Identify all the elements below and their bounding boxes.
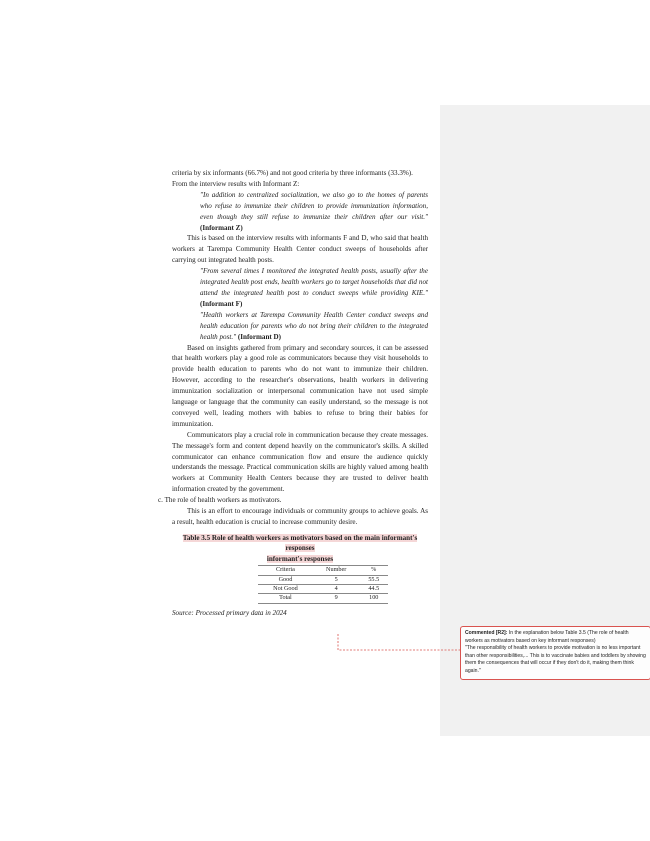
comment-text: "The responsibility of health workers to provide motivation is no less important than other responsibilities,... This is to vaccinate babies and toddlers by showing them the consequences that will occur if they don't do it, making them think again." [465,645,646,674]
quote-text: "Health workers at Tarempa Community Health Center conduct sweeps and health education for parents who do not bring their children to the integrated health post." [200,310,428,341]
table-cell: Not Good [258,585,313,594]
table-cell: 4 [313,585,360,594]
table-header-cell: Number [313,566,360,575]
table-caption-repeat: informant's responses [266,554,334,563]
comment-text: In the explanation below Table 3.5 (The role of health workers as motivators based on key informant responses) [465,630,629,644]
section-heading: c. The role of health workers as motivators. [158,496,282,505]
paragraph: Communicators play a crucial role in communication because they create messages. The message's form and content depend heavily on the communicator's skills. A skilled communicator can enhance communication flow and ensure the audience quickly understands the message. Practical communication skills are highly valued among health workers at Community Health Centers because they are trusted to deliver health information created by the government. [172,430,428,494]
quote-attribution: (Informant D) [237,332,282,341]
paragraph: Based on insights gathered from primary and secondary sources, it can be assessed that health workers play a good role as communicators because they visit households to provide health education to parents who do not want to immunize their children. However, according to the researcher's observations, health workers in delivering immunization socialization or interpersonal communication have not used simple language or language that the community can easily understand, so the message is not conveyed well, leading mothers with babies to refuse to bring their babies for immunization. [172,343,428,428]
table-cell: 55.5 [360,575,389,584]
table-cell: 100 [360,594,389,603]
table-caption-text: Table 3.5 Role of health workers as motivators based on the main informant's responses [182,533,418,553]
quote-text: "In addition to centralized socialization, we also go to the homes of parents who refuse to immunize their children to provide immunization information, even though they still refuse to immunize their children after our visit." [200,190,428,221]
paragraph: This is an effort to encourage individuals or community groups to achieve goals. As a result, health education is crucial to increase community desire. [172,507,428,526]
table-cell: Total [258,594,313,603]
table-cell: 5 [313,575,360,584]
paragraph: This is based on the interview results with informants F and D, who said that health workers at Tarempa Community Health Center conduct sweeps of households after carrying out integrated health posts. [172,234,428,265]
quote-attribution: (Informant Z) [200,223,243,232]
table-source: Source: Processed primary data in 2024 [172,608,287,617]
table-cell: Good [258,575,313,584]
comment-author: Commented [R2]: [465,630,508,636]
paragraph: criteria by six informants (66.7%) and not good criteria by three informants (33.3%). [172,169,413,177]
quote-text: "From several times I monitored the integrated health posts, usually after the integrated health post ends, health workers go to target households that did not attend the integrated health post to conduct sweeps while providing KIE." [200,267,428,297]
table-cell: 44.5 [360,585,389,594]
table-header-cell: Criteria [258,566,313,575]
paragraph: From the interview results with Informant Z: [172,179,300,188]
table-header-cell: % [360,566,389,575]
comment-balloon[interactable] [460,626,650,680]
quote-attribution: (Informant F) [200,299,243,308]
table-cell: 9 [313,594,360,603]
